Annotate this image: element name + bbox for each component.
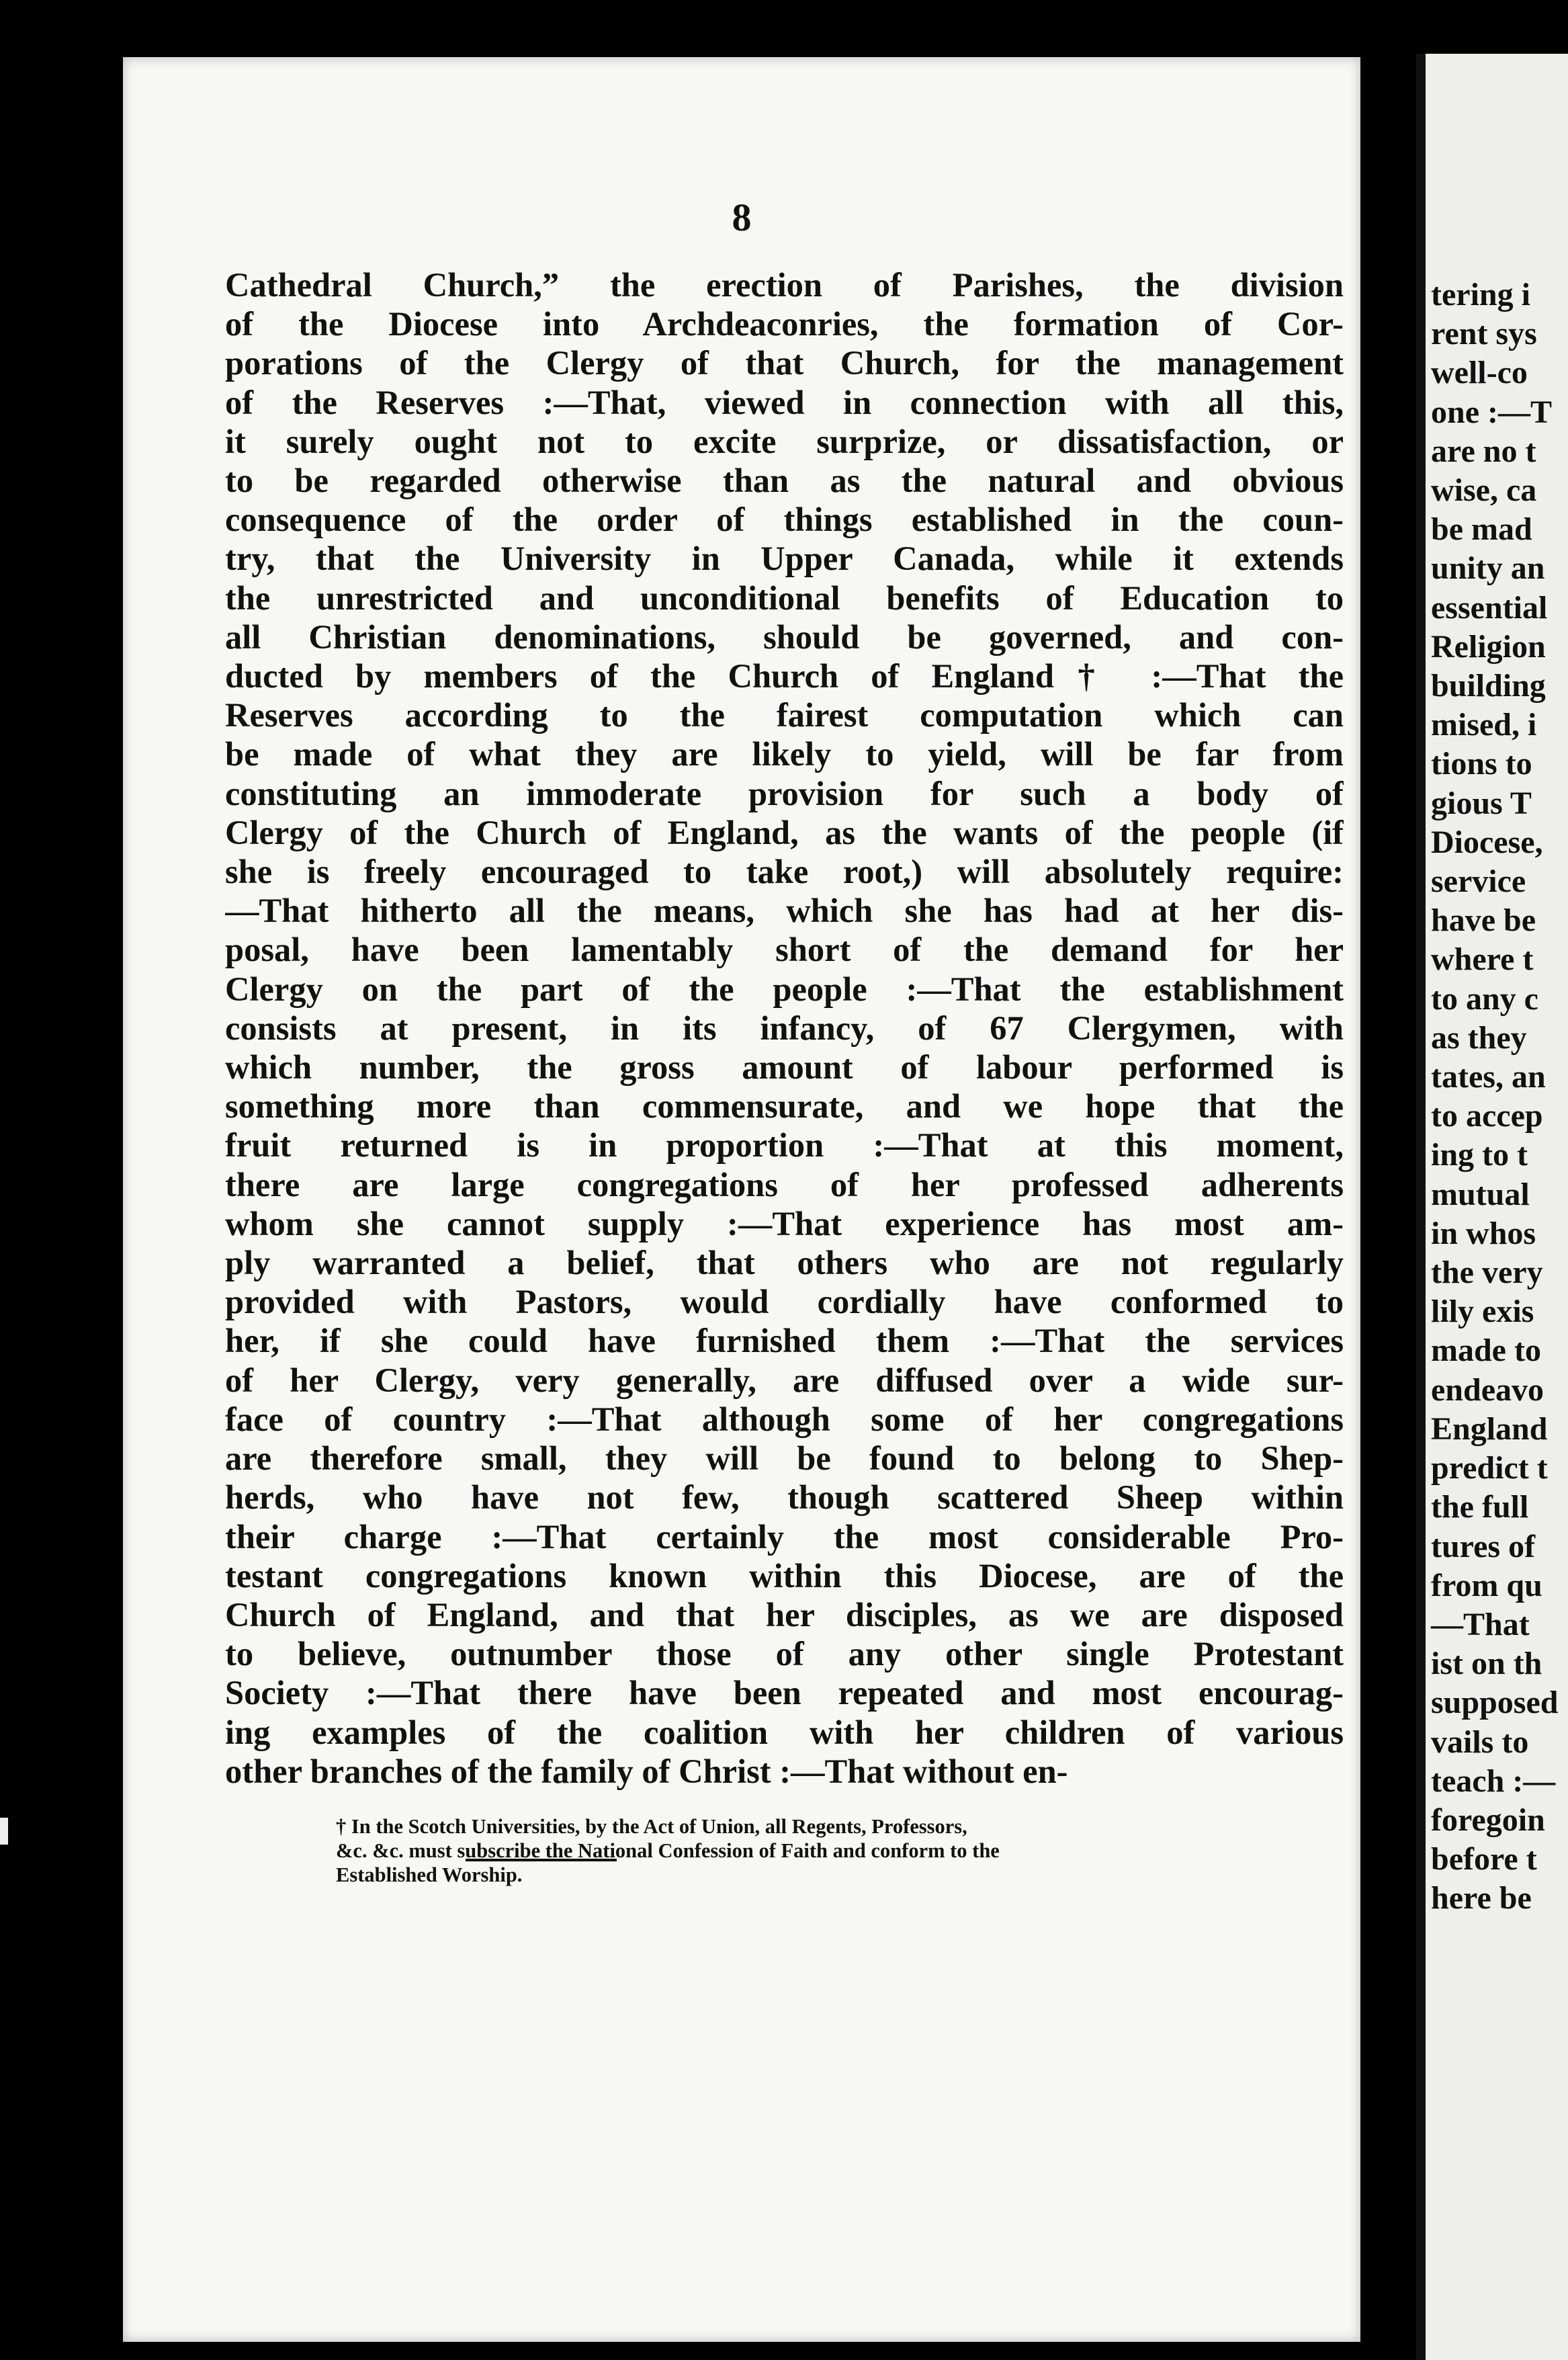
text-line: porations of the Clergy of that Church, for the management: [225, 344, 1344, 382]
text-line: her, if she could have furnished them :—That the services: [225, 1322, 1344, 1360]
text-line: ply warranted a belief, that others who are not regularly: [225, 1244, 1344, 1282]
facing-page-fragment: [1416, 54, 1568, 2360]
text-line: of the Diocese into Archdeaconries, the formation of Cor-: [225, 305, 1344, 343]
footnote-line: † In the Scotch Universities, by the Act of Union, all Regents, Professors,: [336, 1815, 967, 1838]
facing-text-line: be mad: [1431, 511, 1532, 548]
text-line: she is freely encouraged to take root,) will absolutely require:: [225, 853, 1344, 891]
facing-text-line: to accep: [1431, 1098, 1543, 1134]
text-line: ing examples of the coalition with her children of various: [225, 1713, 1344, 1751]
facing-text-line: one :—T: [1431, 394, 1552, 430]
text-line: be made of what they are likely to yield, will be far from: [225, 735, 1344, 773]
text-line: Clergy on the part of the people :—That the establishment: [225, 970, 1344, 1008]
facing-text-line: here be: [1431, 1880, 1532, 1916]
facing-text-line: tions to: [1431, 746, 1532, 782]
facing-text-line: as they: [1431, 1019, 1527, 1056]
text-line: consequence of the order of things established in the coun-: [225, 501, 1344, 539]
text-line: which number, the gross amount of labour performed is: [225, 1048, 1344, 1087]
facing-text-line: supposed: [1431, 1685, 1559, 1721]
text-line: whom she cannot supply :—That experience has most am-: [225, 1204, 1344, 1242]
text-line: other branches of the family of Christ :—That without en-: [225, 1752, 1068, 1790]
facing-text-line: endeavo: [1431, 1372, 1544, 1408]
footnote-line: &c. &c. must subscribe the National Confession of Faith and conform to the: [336, 1839, 1000, 1862]
facing-text-line: teach :—: [1431, 1763, 1556, 1799]
facing-text-line: building: [1431, 668, 1546, 704]
facing-text-line: made to: [1431, 1333, 1541, 1369]
text-line: to be regarded otherwise than as the natural and obvious: [225, 462, 1344, 500]
footnote: [336, 1814, 1327, 1887]
text-line: their charge :—That certainly the most considerable Pro-: [225, 1517, 1344, 1556]
facing-text-line: tures of: [1431, 1528, 1536, 1564]
text-line: Clergy of the Church of England, as the wants of the people (if: [225, 813, 1344, 851]
facing-text-line: rent sys: [1431, 316, 1537, 352]
facing-text-line: before t: [1431, 1841, 1537, 1878]
scan-edge-mark: [0, 1818, 8, 1845]
facing-text-line: lily exis: [1431, 1294, 1534, 1330]
facing-text-line: from qu: [1431, 1567, 1542, 1603]
text-line: of her Clergy, very generally, are diffused over a wide sur-: [225, 1361, 1344, 1399]
text-line: it surely ought not to excite surprize, or dissatisfaction, or: [225, 422, 1344, 460]
facing-text-line: Religion: [1431, 628, 1546, 665]
facing-text-line: mutual: [1431, 1176, 1530, 1212]
text-line: are therefore small, they will be found to belong to Shep-: [225, 1439, 1344, 1478]
footnote-line: Established Worship.: [336, 1863, 523, 1886]
facing-text-line: vails to: [1431, 1724, 1529, 1760]
text-line: posal, have been lamentably short of the demand for her: [225, 931, 1344, 969]
text-line: herds, who have not few, though scattered Sheep within: [225, 1478, 1344, 1517]
facing-text-line: Diocese,: [1431, 824, 1543, 860]
facing-text-line: foregoin: [1431, 1802, 1545, 1838]
facing-text-line: service: [1431, 863, 1526, 900]
text-line: face of country :—That although some of her congregations: [225, 1400, 1344, 1438]
facing-text-line: are no t: [1431, 433, 1536, 469]
facing-text-line: well-co: [1431, 355, 1528, 391]
facing-page-text: [1431, 276, 1558, 1919]
facing-text-line: the full: [1431, 1489, 1529, 1525]
text-line: try, that the University in Upper Canada, while it extends: [225, 540, 1344, 578]
text-line: Society :—That there have been repeated and most encourag-: [225, 1674, 1344, 1712]
text-line: something more than commensurate, and we hope that the: [225, 1087, 1344, 1126]
text-line: to believe, outnumber those of any other single Protestant: [225, 1635, 1344, 1673]
facing-text-line: have be: [1431, 902, 1536, 939]
page-gutter: [1416, 54, 1426, 2360]
facing-text-line: wise, ca: [1431, 472, 1537, 509]
text-line: —That hitherto all the means, which she has had at her dis-: [225, 892, 1344, 930]
text-line: fruit returned is in proportion :—That at this moment,: [225, 1126, 1344, 1165]
facing-text-line: England: [1431, 1410, 1548, 1447]
text-line: provided with Pastors, would cordially have conformed to: [225, 1283, 1344, 1321]
text-line: testant congregations known within this Diocese, are of the: [225, 1556, 1344, 1595]
body-text: [225, 265, 1344, 1791]
facing-text-line: ist on th: [1431, 1646, 1542, 1682]
text-line: Reserves according to the fairest computation which can: [225, 696, 1344, 734]
text-line: the unrestricted and unconditional benefits of Education to: [225, 579, 1344, 617]
facing-text-line: essential: [1431, 589, 1548, 626]
facing-text-line: to any c: [1431, 980, 1538, 1017]
page-number: 8: [732, 196, 752, 239]
facing-text-line: ing to t: [1431, 1137, 1528, 1173]
text-line: Church of England, and that her disciples, as we are disposed: [225, 1595, 1344, 1634]
facing-text-line: mised, i: [1431, 707, 1537, 743]
facing-text-line: where t: [1431, 941, 1534, 978]
facing-text-line: the very: [1431, 1255, 1543, 1291]
facing-text-line: in whos: [1431, 1215, 1536, 1251]
text-line: ducted by members of the Church of England† :—That the: [225, 657, 1344, 696]
facing-text-line: tates, an: [1431, 1059, 1546, 1095]
text-line: there are large congregations of her professed adherents: [225, 1165, 1344, 1204]
facing-text-line: tering i: [1431, 277, 1530, 312]
facing-text-line: unity an: [1431, 550, 1545, 587]
text-line: of the Reserves :—That, viewed in connection with all this,: [225, 383, 1344, 421]
text-line: all Christian denominations, should be governed, and con-: [225, 618, 1344, 656]
text-line: Cathedral Church,” the erection of Parishes, the division: [225, 266, 1344, 304]
facing-text-line: gious T: [1431, 785, 1532, 821]
text-line: consists at present, in its infancy, of 67 Clergymen, with: [225, 1009, 1344, 1047]
facing-text-line: predict t: [1431, 1450, 1548, 1486]
text-line: constituting an immoderate provision for such a body of: [225, 774, 1344, 812]
facing-text-line: —That: [1431, 1606, 1530, 1642]
